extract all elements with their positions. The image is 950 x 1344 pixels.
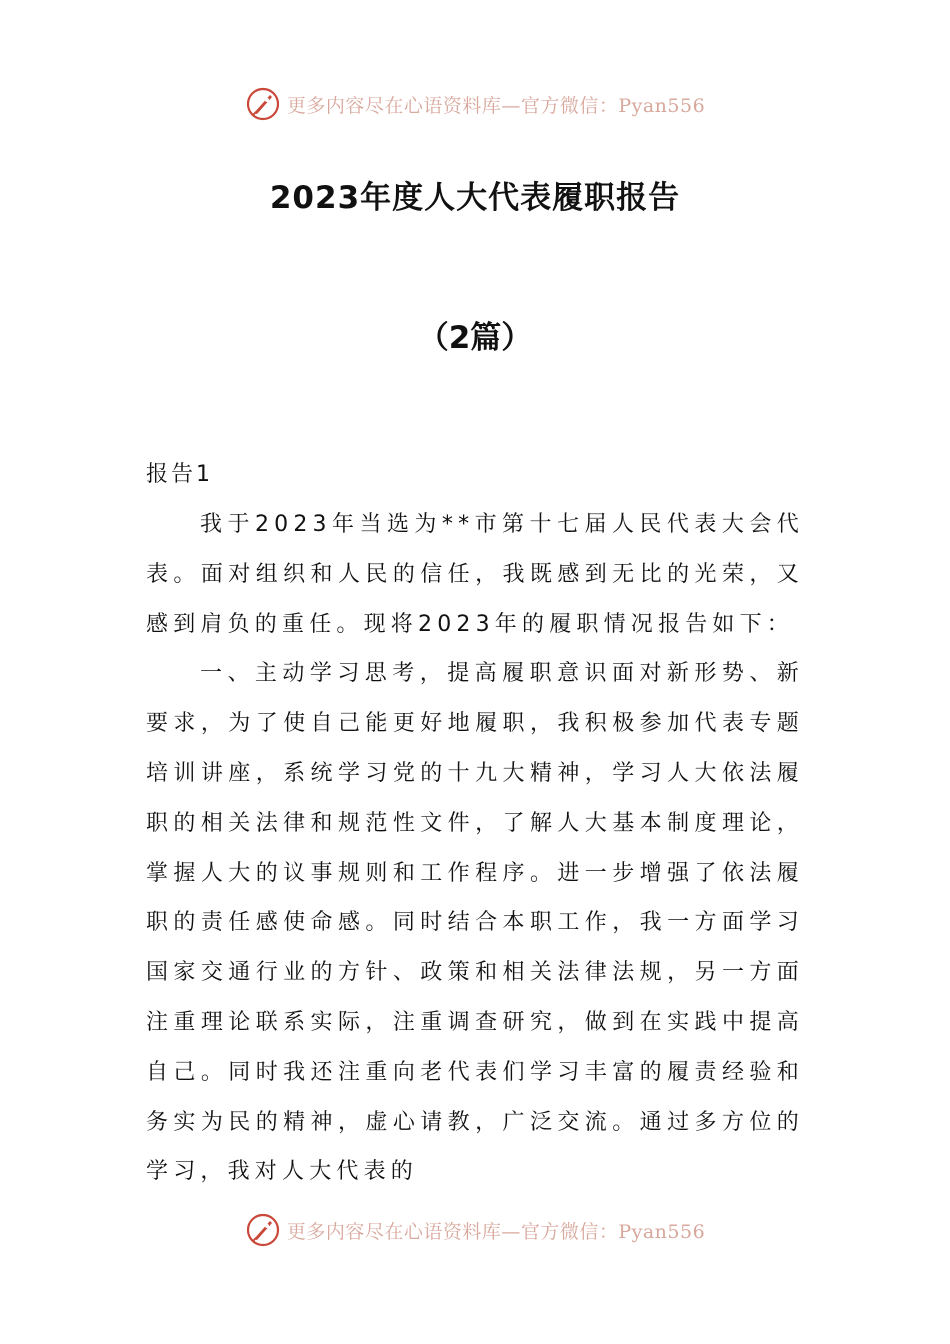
watermark-text: 更多内容尽在心语资料库—官方微信：Pyan556 — [286, 1220, 706, 1243]
document-subtitle: （2篇） — [417, 320, 533, 356]
paragraph: 一、主动学习思考，提高履职意识面对新形势、新要求，为了使自己能更好地履职，我积极参加代表专题培训讲座，系统学习党的十九大精神，学习人大依法履职的相关法律和规范性文件，了解人大基本制度理论，掌握人大的议事规则和工作程序。进一步增强了依法履职的责任感使命感。同时结合本职工作，我一方面学习国家交通行业的方针、政策和相关法律法规，另一方面注重理论联系实际，注重调查研究，做到在实践中提高自己。同时我还注重向老代表们学习丰富的履责经验和务实为民的精神，虚心请教，广泛交流。通过多方位的学习，我对人大代表的 — [146, 661, 804, 1185]
watermark-text: 更多内容尽在心语资料库—官方微信：Pyan556 — [286, 94, 706, 117]
section-label: 报告1 — [146, 462, 213, 487]
watermark-header — [0, 82, 950, 126]
watermark-footer — [0, 1208, 950, 1252]
paragraph: 我于2023年当选为**市第十七届人民代表大会代表。面对组织和人民的信任，我既感到无比的光荣，又感到肩负的重任。现将2023年的履职情况报告如下： — [146, 512, 804, 637]
document-body — [146, 500, 804, 1197]
document-title: 2023年度人大代表履职报告 — [269, 180, 681, 216]
quill-logo-icon — [245, 86, 281, 122]
quill-logo-icon — [245, 1212, 281, 1248]
